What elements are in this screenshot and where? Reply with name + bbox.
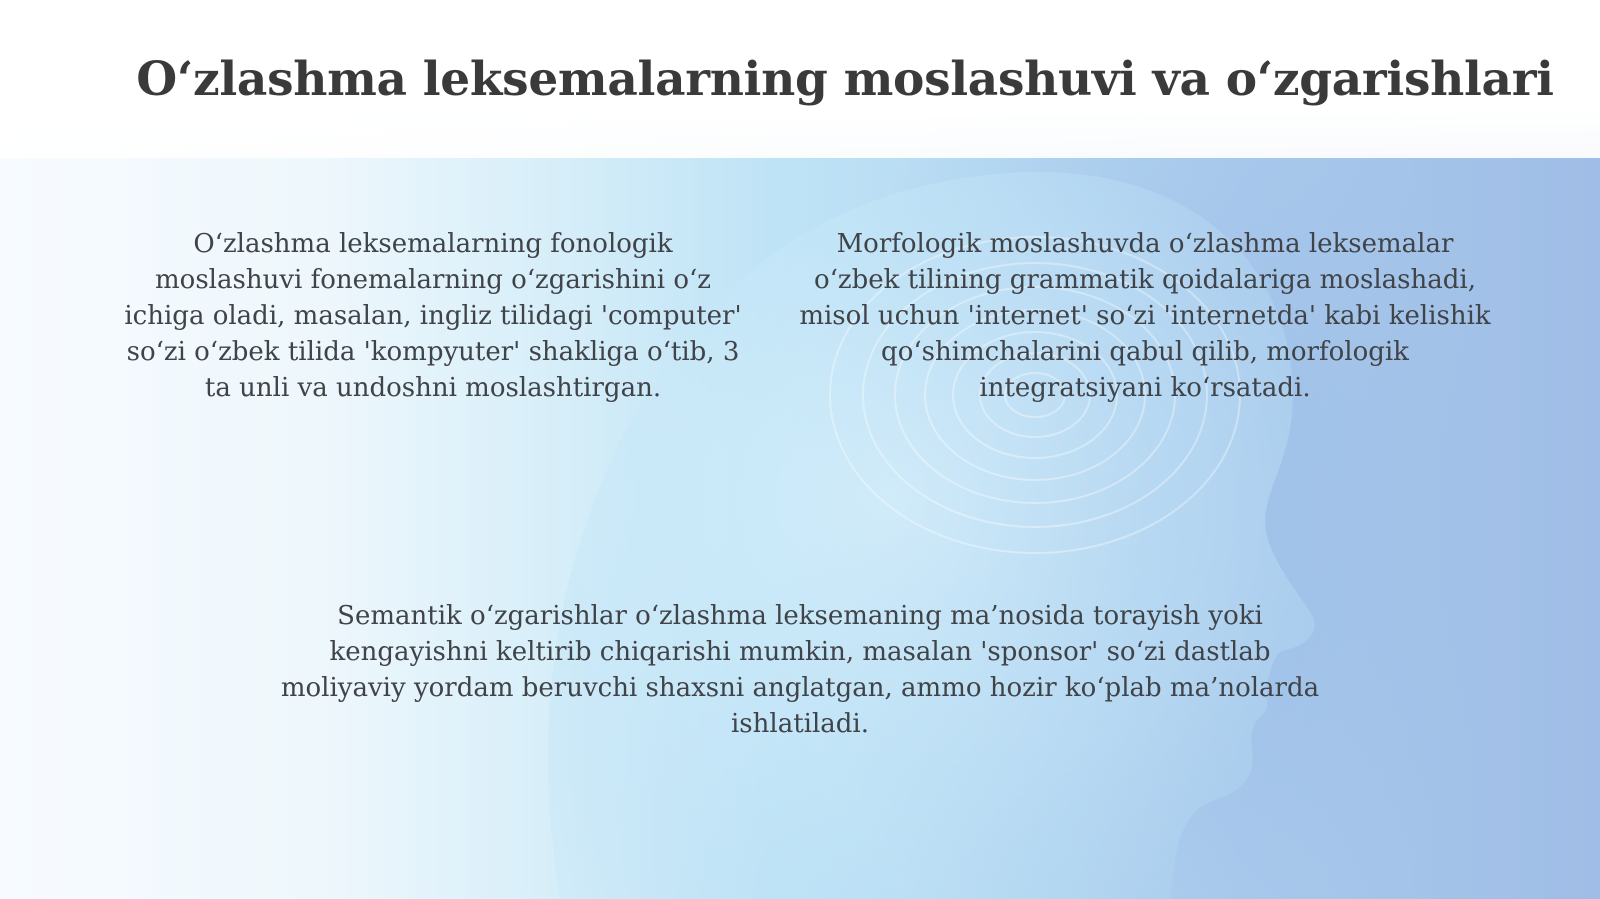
semantic-paragraph: Semantik o‘zgarishlar o‘zlashma leksemaning ma’nosida torayish yoki kengayishni keltirib chiqarishi mumkin, masalan 'sponsor' so‘zi dastlab moliyaviy yordam beruvchi shaxsni anglatgan, ammo hozir ko‘plab ma’nolarda ishlatiladi.: [280, 601, 1320, 739]
morphological-paragraph: Morfologik moslashuvda o‘zlashma leksemalar o‘zbek tilining grammatik qoidalariga moslashadi, misol uchun 'internet' so‘zi 'internetda' kabi kelishik qo‘shimchalarini qabul qilib, morfologik integratsiyani ko‘rsatadi.: [799, 229, 1491, 403]
phonological-paragraph: O‘zlashma leksemalarning fonologik moslashuvi fonemalarning o‘zgarishini o‘z ichiga oladi, masalan, ingliz tilidagi 'computer' so‘zi o‘zbek tilida 'kompyuter' shakliga o‘tib, 3 ta unli va undoshni moslashtirgan.: [124, 229, 742, 403]
slide-title: O‘zlashma leksemalarning moslashuvi va o‘zgarishlari: [136, 52, 1554, 107]
